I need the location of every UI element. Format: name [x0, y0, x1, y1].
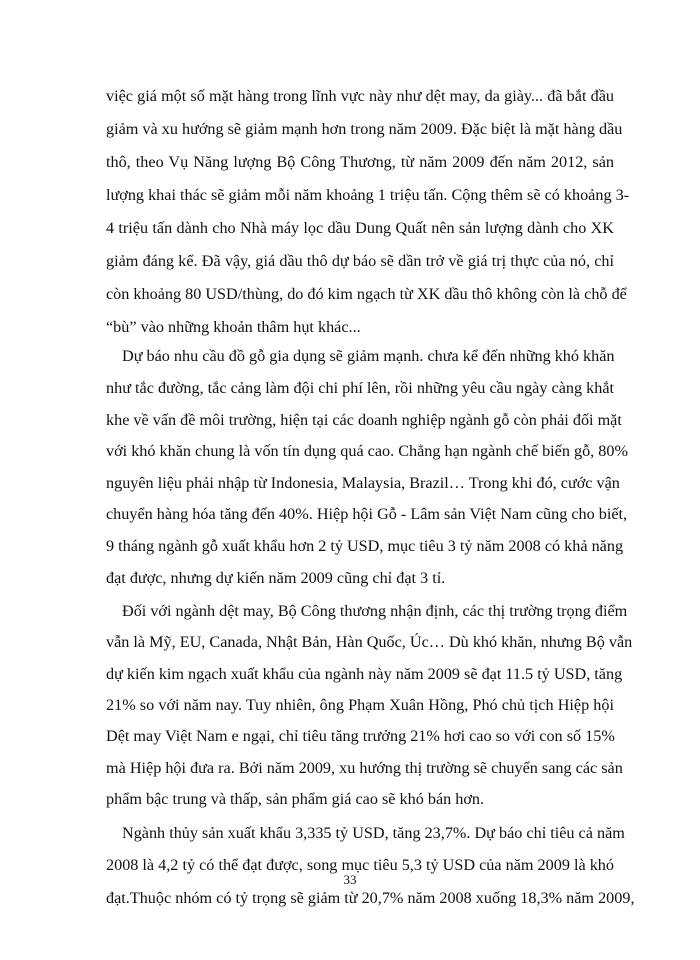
text-line: thô, theo Vụ Năng lượng Bộ Công Thương, từ năm 2009 đến năm 2012, sản [106, 153, 614, 171]
text-line: việc giá một số mặt hàng trong lĩnh vực này như dệt may, da giày... đã bắt đầu [106, 87, 614, 105]
text-line: nguyên liệu phải nhập từ Indonesia, Malaysia, Brazil… Trong khi đó, cước vận [106, 474, 620, 492]
text-line: Ngành thủy sản xuất khẩu 3,335 tỷ USD, tăng 23,7%. Dự báo chỉ tiêu cả năm [122, 824, 625, 842]
text-line: 9 tháng ngành gỗ xuất khẩu hơn 2 tỷ USD, mục tiêu 3 tỷ năm 2008 có khả năng [106, 537, 624, 555]
text-line: mà Hiệp hội đưa ra. Bởi năm 2009, xu hướng thị trường sẽ chuyển sang các sản [106, 759, 623, 777]
text-line: chuyển hàng hóa tăng đến 40%. Hiệp hội Gỗ - Lâm sản Việt Nam cũng cho biết, [106, 505, 628, 523]
text-line: vẫn là Mỹ, EU, Canada, Nhật Bản, Hàn Quốc, Úc… Dù khó khăn, nhưng Bộ vẫn [106, 633, 633, 651]
text-line: Đối với ngành dệt may, Bộ Công thương nhận định, các thị trường trọng điểm [122, 602, 628, 620]
text-line: dự kiến kim ngạch xuất khẩu của ngành này năm 2009 sẽ đạt 11.5 tỷ USD, tăng [106, 665, 623, 683]
text-line: Dự báo nhu cầu đồ gỗ gia dụng sẽ giảm mạnh. chưa kể đến những khó khăn [122, 347, 615, 365]
text-line: với khó khăn chung là vốn tín dụng quá cao. Chẳng hạn ngành chế biến gỗ, 80% [106, 442, 628, 460]
page-number: 33 [343, 872, 357, 887]
text-line: phẩm bậc trung và thấp, sản phẩm giá cao sẽ khó bán hơn. [106, 790, 485, 808]
text-line: 21% so với năm nay. Tuy nhiên, ông Phạm Xuân Hồng, Phó chủ tịch Hiệp hội [106, 696, 614, 714]
text-line: 4 triệu tấn dành cho Nhà máy lọc dầu Dung Quất nên sản lượng dành cho XK [106, 219, 614, 237]
text-line: lượng khai thác sẽ giảm mỗi năm khoảng 1 triệu tấn. Cộng thêm sẽ có khoảng 3- [106, 186, 630, 204]
text-line: đạt.Thuộc nhóm có tỷ trọng sẽ giảm từ 20,7% năm 2008 xuống 18,3% năm 2009, [106, 889, 635, 907]
text-line: Dệt may Việt Nam e ngại, chỉ tiêu tăng trưởng 21% hơi cao so với con số 15% [106, 727, 615, 745]
text-line: khe về vấn đề môi trường, hiện tại các doanh nghiệp ngành gỗ còn phải đối mặt [106, 411, 622, 429]
text-line: giảm và xu hướng sẽ giảm mạnh hơn trong năm 2009. Đặc biệt là mặt hàng dầu [106, 120, 623, 138]
text-line: giảm đáng kể. Đã vậy, giá dầu thô dự báo sẽ dần trở về giá trị thực của nó, chỉ [106, 252, 614, 270]
text-line: “bù” vào những khoản thâm hụt khác... [106, 318, 361, 336]
text-line: như tắc đường, tắc cảng làm đội chi phí lên, rồi những yêu cầu ngày càng khắt [106, 379, 614, 397]
text-line: còn khoảng 80 USD/thùng, do đó kim ngạch từ XK dầu thô không còn là chỗ để [106, 285, 627, 303]
text-line: 2008 là 4,2 tỷ có thể đạt được, song mục tiêu 5,3 tỷ USD của năm 2009 là khó [106, 856, 614, 874]
text-line: đạt được, nhưng dự kiến năm 2009 cũng chỉ đạt 3 tỉ. [106, 569, 446, 587]
